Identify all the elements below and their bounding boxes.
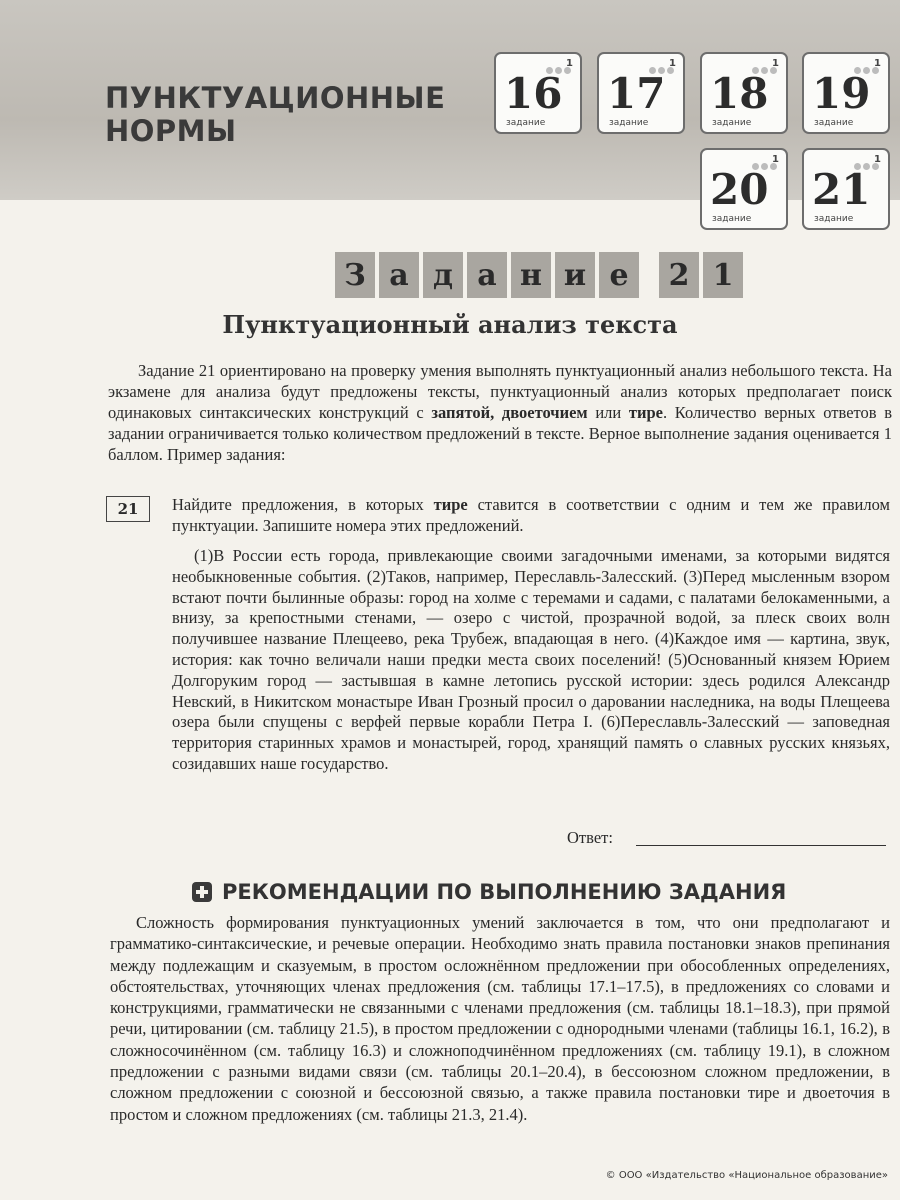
tile-label: задание <box>609 118 649 128</box>
copyright: © ООО «Издательство «Национальное образование» <box>605 1170 888 1181</box>
heading-letter: а <box>379 252 419 298</box>
tile-points: 1 <box>874 154 881 165</box>
heading-letter: а <box>467 252 507 298</box>
plus-icon <box>192 882 212 902</box>
heading-letter: 2 <box>659 252 699 298</box>
tile-label: задание <box>712 214 752 224</box>
intro-text: . Количество верных ответов в задании ограничивается только количеством предложений в тексте. Верное выполнение задания оценивается 1 баллом. Пример задания: <box>108 403 893 464</box>
section-title-line2: НОРМЫ <box>105 114 237 148</box>
heading-spacer <box>643 252 655 298</box>
answer-field[interactable] <box>636 845 886 846</box>
tile-label: задание <box>814 118 854 128</box>
intro-paragraph <box>108 360 892 465</box>
task-subtitle: Пунктуационный анализ текста <box>222 310 678 339</box>
section-title-line1: ПУНКТУАЦИОННЫЕ <box>105 81 446 115</box>
recommendations-title <box>192 880 786 904</box>
tile-number: 16 <box>504 69 563 118</box>
recommendations-text: Сложность формирования пунктуационных умений заключается в том, что они предполагают и грамматико-синтаксические, и речевые операции. Необходимо знать правила постановки знаков препинания между подлежащим и сказуемым, в простом осложнённом предложении при обособленных определениях, обстоятельствах, уточняющих членах предложения (см. таблицы 17.1–17.5), в предложениях со словами и конструкциями, грамматически не связанными с членами предложения (см. таблицы 18.1–18.3), при прямой речи, цитировании (см. таблицу 21.5), в простом предложении с однородными членами (таблицы 16.1, 16.2), в сложносочинённом (см. таблицу 16.3) и сложноподчинённом предложениях (см. таблицу 19.1), в сложном предложении с разными видами связи (см. таблицы 20.1–20.4), в бессоюзном сложном предложении, в сложном предложении с союзной и бессоюзной связью, а также правила постановки тире и двоеточия в простом и сложном предложениях (см. таблицы 21.3, 21.4). <box>110 913 890 1124</box>
heading-letter: и <box>555 252 595 298</box>
task-number-box: 21 <box>106 496 150 522</box>
heading-letter: 1 <box>703 252 743 298</box>
section-title <box>105 82 445 148</box>
intro-bold: тире <box>628 403 663 422</box>
recommendations-title-text: РЕКОМЕНДАЦИИ ПО ВЫПОЛНЕНИЮ ЗАДАНИЯ <box>222 880 787 904</box>
heading-letter: д <box>423 252 463 298</box>
tile-number: 21 <box>812 165 871 214</box>
tile-points: 1 <box>566 58 573 69</box>
tile-points: 1 <box>874 58 881 69</box>
task-tile-21 <box>802 148 890 230</box>
task-tile-20 <box>700 148 788 230</box>
tile-number: 19 <box>812 69 871 118</box>
instruction-text: ставится в соответствии с одним и тем же правилом пунктуации. Запишите номера этих предложений. <box>172 495 890 535</box>
heading-letter: З <box>335 252 375 298</box>
intro-text: Задание 21 ориентировано на проверку умения выполнять пунктуационный анализ небольшого текста. На экзамене для анализа будут предложены тексты, пунктуационный анализ которых предполагает поиск одинаковых синтаксических конструкций с <box>108 361 892 422</box>
tile-points: 1 <box>669 58 676 69</box>
task-text: (1)В России есть города, привлекающие своими загадочными именами, за которыми видятся необыкновенные события. (2)Таков, например, Переславль-Залесский. (3)Перед мысленным взором встают почти былинные образы: город на холме с теремами и садами, с палатами белокаменными, а внизу, за крепостными стенами, — озеро с чистой, прозрачной водой, за плеск своих волн получившее название Плещеево, река Трубеж, впадающая в него. (4)Каждое имя — картина, звук, история: как точно величали наши предки места своих поселений! (5)Основанный князем Юрием Долгоруким город — застывшая в камне летопись русской истории: здесь родился Александр Невский, в Никитском монастыре Иван Грозный просил о даровании наследника, на воды Плещеева озера были спущены с верфей первые корабли Петра I. (6)Переславль-Залесский — заповедная территория старинных храмов и монастырей, город, хранящий память о славных русских князьях, созидавших наше государство. <box>172 546 890 773</box>
task-instruction <box>172 494 890 536</box>
task-tile-19 <box>802 52 890 134</box>
tile-label: задание <box>712 118 752 128</box>
task-tile-16 <box>494 52 582 134</box>
tile-number: 17 <box>607 69 666 118</box>
tile-number: 20 <box>710 165 769 214</box>
intro-text: или <box>587 403 629 422</box>
tile-label: задание <box>814 214 854 224</box>
tile-points: 1 <box>772 58 779 69</box>
heading-letter: н <box>511 252 551 298</box>
tile-label: задание <box>506 118 546 128</box>
task-tile-17 <box>597 52 685 134</box>
task-heading <box>335 252 743 302</box>
heading-letter: е <box>599 252 639 298</box>
instruction-text: Найдите предложения, в которых <box>172 495 434 514</box>
task-tile-18 <box>700 52 788 134</box>
instruction-bold: тире <box>433 495 468 514</box>
answer-label: Ответ: <box>567 828 613 847</box>
tile-points: 1 <box>772 154 779 165</box>
intro-bold: запятой, двоеточием <box>431 403 588 422</box>
tile-number: 18 <box>710 69 769 118</box>
